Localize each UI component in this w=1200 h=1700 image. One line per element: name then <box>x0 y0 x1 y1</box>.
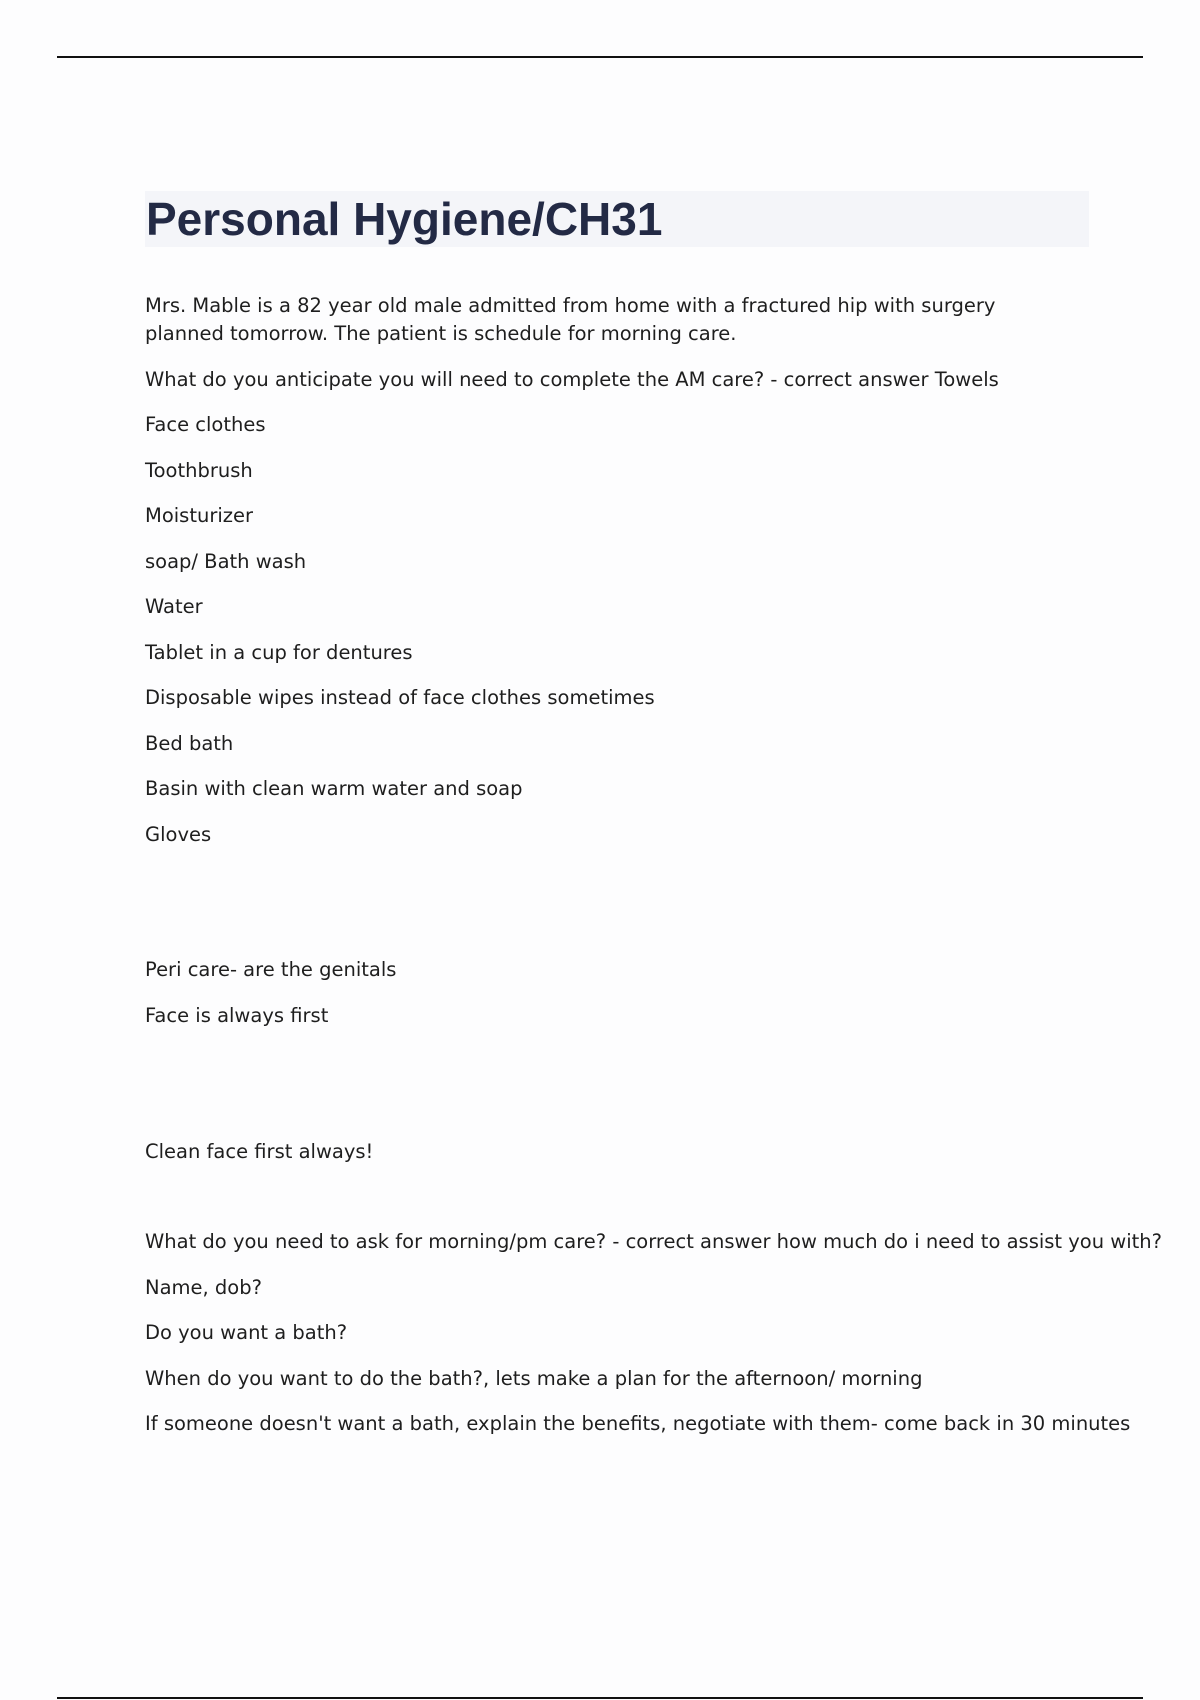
list-item: Basin with clean warm water and soap <box>145 777 523 800</box>
question-1: What do you anticipate you will need to complete the AM care? - correct answer Towels <box>145 368 999 391</box>
reminder-note: Clean face first always! <box>145 1140 374 1163</box>
bottom-rule <box>57 1697 1143 1699</box>
list-item: Tablet in a cup for dentures <box>145 641 413 664</box>
list-item: Toothbrush <box>145 459 253 482</box>
list-item: Name, dob? <box>145 1276 262 1299</box>
list-item: When do you want to do the bath?, lets make a plan for the afternoon/ morning <box>145 1367 923 1390</box>
question-2: What do you need to ask for morning/pm care? - correct answer how much do i need to assist you with? <box>145 1230 1163 1253</box>
list-item: soap/ Bath wash <box>145 550 307 573</box>
list-item: If someone doesn't want a bath, explain the benefits, negotiate with them- come back in 30 minutes <box>145 1412 1131 1435</box>
top-rule <box>57 56 1143 58</box>
list-item: Moisturizer <box>145 504 254 527</box>
list-item: Bed bath <box>145 732 234 755</box>
list-item: Face clothes <box>145 413 266 436</box>
note: Face is always first <box>145 1004 329 1027</box>
list-item: Disposable wipes instead of face clothes sometimes <box>145 686 655 709</box>
note: Peri care- are the genitals <box>145 958 397 981</box>
list-item: Water <box>145 595 203 618</box>
list-item: Gloves <box>145 823 212 846</box>
page-title: Personal Hygiene/CH31 <box>146 193 663 245</box>
list-item: Do you want a bath? <box>145 1321 348 1344</box>
intro-paragraph: Mrs. Mable is a 82 year old male admitted from home with a fractured hip with surgery planned tomorrow. The patient is schedule for morning care. <box>145 294 996 345</box>
